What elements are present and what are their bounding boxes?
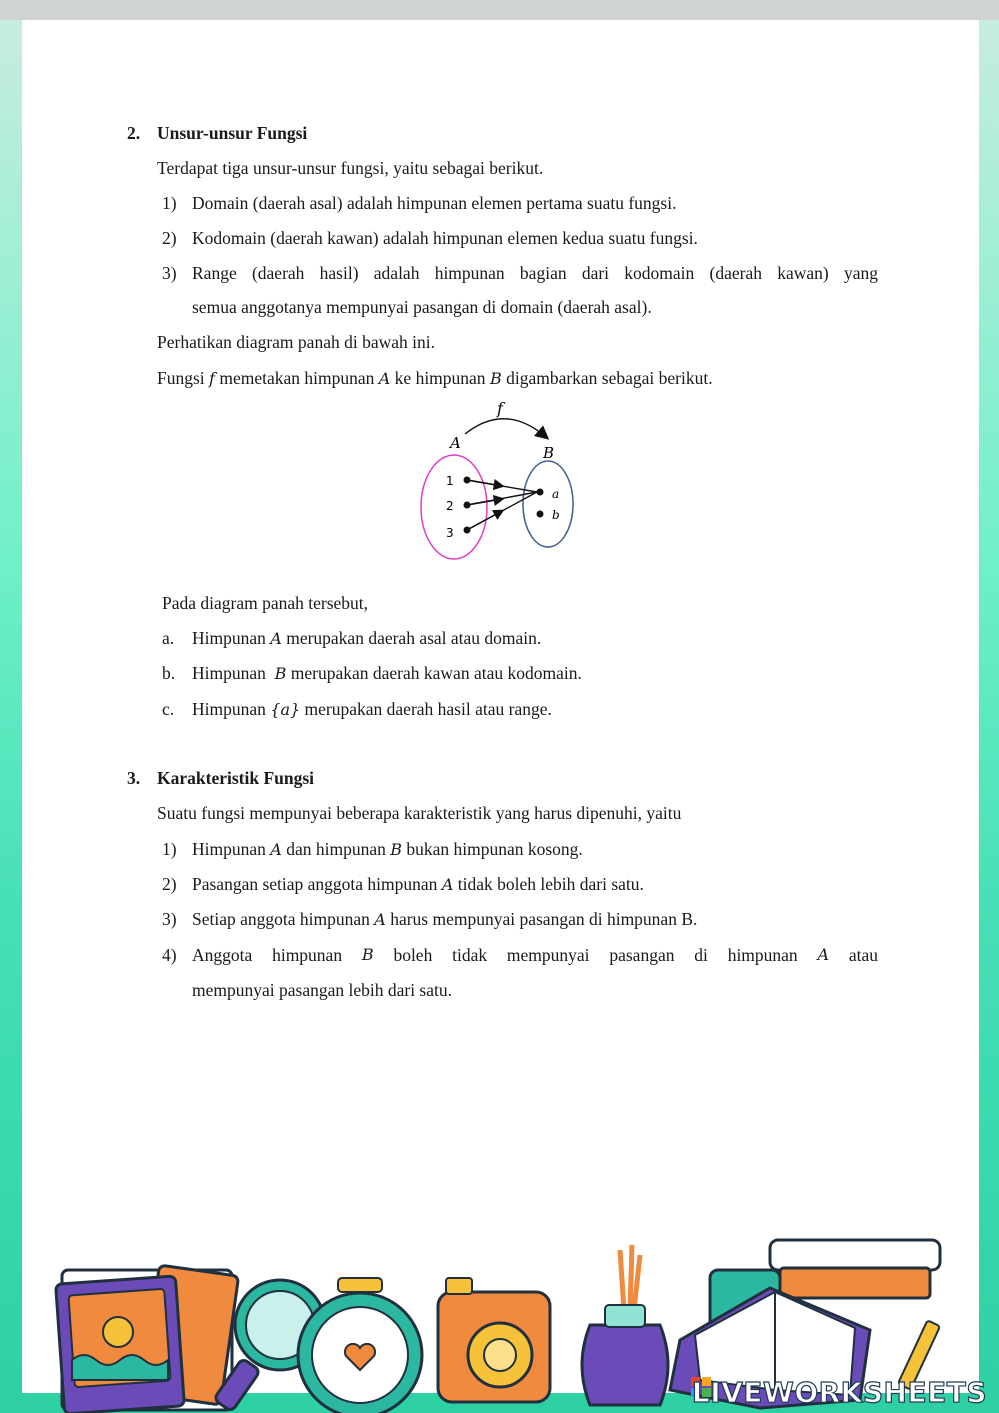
codomain-element: b: [552, 508, 560, 522]
list-item: Himpunan A dan himpunan B bukan himpunan kosong.: [192, 839, 583, 859]
section2-intro: Terdapat tiga unsur-unsur fungsi, yaitu sebagai berikut.: [157, 158, 544, 178]
domain-element: 2: [446, 499, 454, 513]
camera-icon: [438, 1278, 550, 1402]
list-item-continuation: mempunyai pasangan lebih dari satu.: [192, 980, 452, 1000]
list-item: Pasangan setiap anggota himpunan A tidak boleh lebih dari satu.: [192, 874, 644, 894]
list-item: Himpunan A merupakan daerah asal atau domain.: [192, 628, 542, 648]
list-number: 2): [162, 228, 177, 248]
list-number: 1): [162, 839, 177, 859]
list-number: 2): [162, 874, 177, 894]
list-number: 3): [162, 263, 177, 283]
list-item: Anggota himpunan B boleh tidak mempunyai pasangan di himpunan A atau: [192, 945, 878, 965]
list-item: Himpunan B merupakan daerah kawan atau kodomain.: [192, 663, 582, 683]
photo-frame-icon: [56, 1265, 239, 1413]
list-number: 4): [162, 945, 177, 965]
list-number: 3): [162, 909, 177, 929]
liveworksheets-watermark: LIVEWORKSHEETS: [691, 1376, 987, 1409]
codomain-element: a: [552, 487, 560, 501]
list-item-continuation: semua anggotanya mempunyai pasangan di domain (daerah asal).: [192, 297, 652, 317]
list-number: 1): [162, 193, 177, 213]
domain-element: 1: [446, 474, 454, 488]
function-sentence: Fungsi f memetakan himpunan A ke himpunan B digambarkan sebagai berikut.: [157, 368, 713, 388]
set-a-ellipse: [421, 455, 487, 559]
list-number: b.: [162, 663, 176, 683]
arrow-diagram: [400, 392, 600, 567]
diagram-note: Perhatikan diagram panah di bawah ini.: [157, 332, 435, 352]
after-diagram-intro: Pada diagram panah tersebut,: [162, 593, 369, 613]
list-item: Domain (daerah asal) adalah himpunan elemen pertama suatu fungsi.: [192, 193, 677, 213]
section3-title: Karakteristik Fungsi: [157, 768, 315, 788]
function-curve-arrow: [465, 419, 546, 437]
section3-number: 3.: [127, 768, 141, 788]
list-number: c.: [162, 699, 175, 719]
vase-icon: [582, 1245, 668, 1405]
list-item: Setiap anggota himpunan A harus mempunyai pasangan di himpunan B.: [192, 909, 698, 929]
section3-intro: Suatu fungsi mempunyai beberapa karakteristik yang harus dipenuhi, yaitu: [157, 803, 682, 823]
section2-number: 2.: [127, 123, 141, 143]
list-item: Himpunan {a} merupakan daerah hasil atau range.: [192, 699, 552, 719]
list-item: Kodomain (daerah kawan) adalah himpunan elemen kedua suatu fungsi.: [192, 228, 698, 248]
set-a-label: A: [450, 434, 461, 452]
list-item: Range (daerah hasil) adalah himpunan bagian dari kodomain (daerah kawan) yang: [192, 263, 878, 283]
domain-element: 3: [446, 526, 454, 540]
set-b-label: B: [543, 444, 555, 462]
codomain-point: [537, 489, 544, 496]
list-number: a.: [162, 628, 175, 648]
mapping-arrow: [467, 499, 502, 505]
codomain-point: [537, 511, 544, 518]
set-b-ellipse: [523, 461, 573, 547]
section2-title: Unsur-unsur Fungsi: [157, 123, 308, 143]
function-label: f: [497, 399, 503, 418]
